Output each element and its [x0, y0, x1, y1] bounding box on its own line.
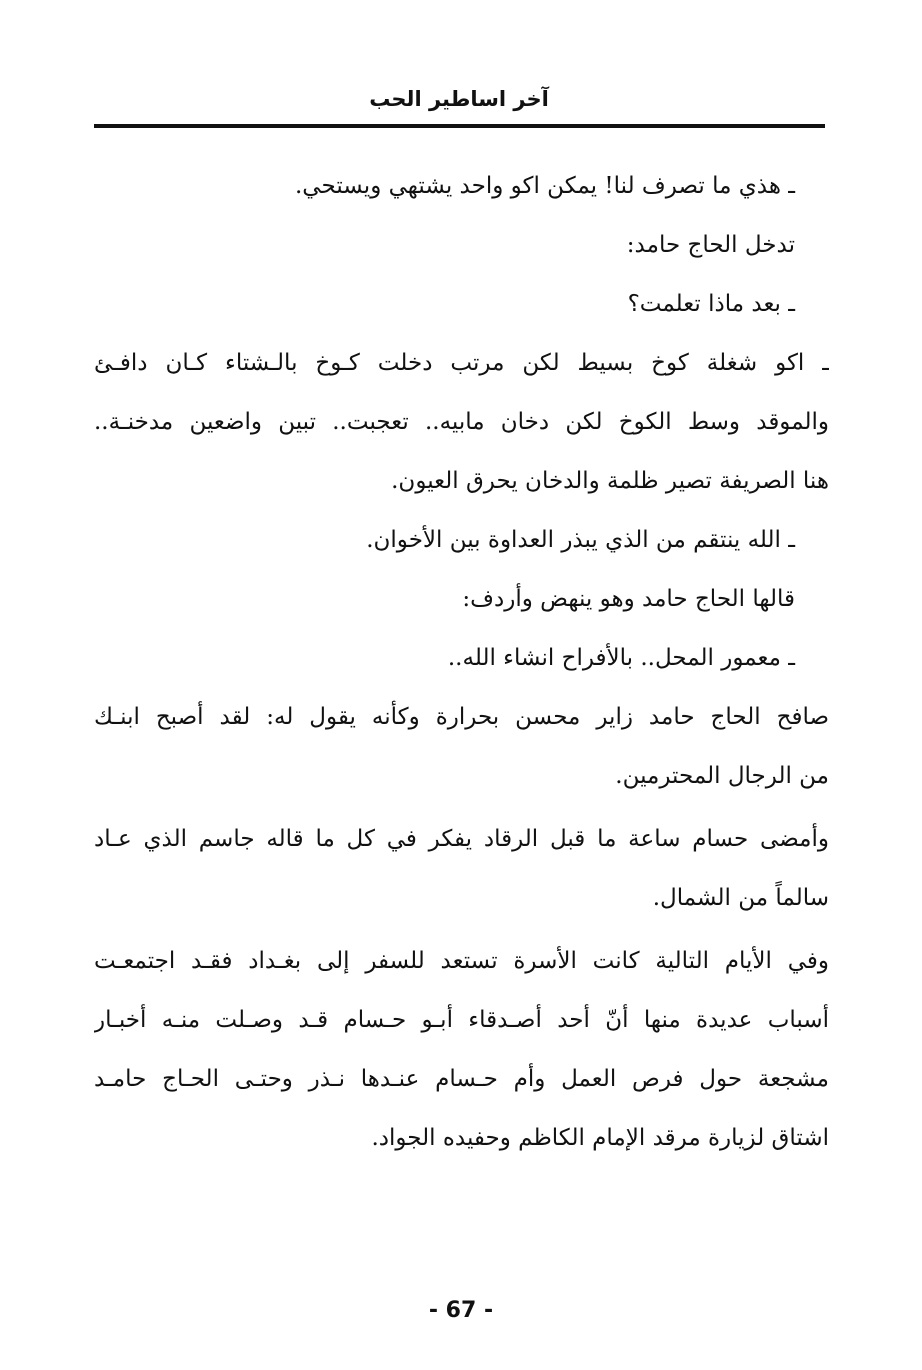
paragraph-line: وأمضى حسام ساعة ما قبل الرقاد يفكر في كل ما قاله جاسم الذي عـاد [94, 826, 829, 852]
paragraph-line: والموقد وسط الكوخ لكن دخان مابيه.. تعجبت.. تبين واضعين مدخنـة.. [94, 409, 829, 435]
paragraph-line: من الرجال المحترمين. [615, 763, 829, 789]
header-rule [94, 124, 825, 128]
paragraph-line: هنا الصريفة تصير ظلمة والدخان يحرق العيون. [391, 468, 829, 494]
narration-line: تدخل الحاج حامد: [626, 232, 795, 258]
paragraph-line: سالماً من الشمال. [652, 885, 829, 911]
running-header-title: آخر اساطير الحب [369, 87, 549, 111]
dialogue-line: ـ بعد ماذا تعلمت؟ [627, 291, 795, 317]
paragraph-line: اشتاق لزيارة مرقد الإمام الكاظم وحفيده الجواد. [371, 1125, 829, 1151]
body-text [94, 157, 829, 1168]
page-number: - 67 - [428, 1298, 494, 1323]
paragraph-line: ـ اكو شغلة كوخ بسيط لكن مرتب دخلت كـوخ بالـشتاء كـان دافـئ [94, 350, 829, 376]
paragraph-line: أسباب عديدة منها أنّ أحد أصـدقاء أبـو حـسام قـد وصـلت منـه أخبـار [94, 1007, 829, 1033]
dialogue-line: ـ هذي ما تصرف لنا! يمكن اكو واحد يشتهي ويستحي. [295, 173, 795, 199]
paragraph-line: مشجعة حول فرص العمل وأم حـسام عنـدها نـذر وحتـى الحـاج حامـد [94, 1066, 829, 1092]
narration-line: قالها الحاج حامد وهو ينهض وأردف: [462, 586, 795, 612]
dialogue-line: ـ الله ينتقم من الذي يبذر العداوة بين الأخوان. [366, 527, 795, 553]
dialogue-line: ـ معمور المحل.. بالأفراح انشاء الله.. [447, 645, 795, 671]
paragraph-line: وفي الأيام التالية كانت الأسرة تستعد للسفر إلى بغـداد فقـد اجتمعـت [94, 948, 829, 974]
paragraph-line: صافح الحاج حامد زاير محسن بحرارة وكأنه يقول له: لقد أصبح ابنـك [94, 704, 829, 730]
